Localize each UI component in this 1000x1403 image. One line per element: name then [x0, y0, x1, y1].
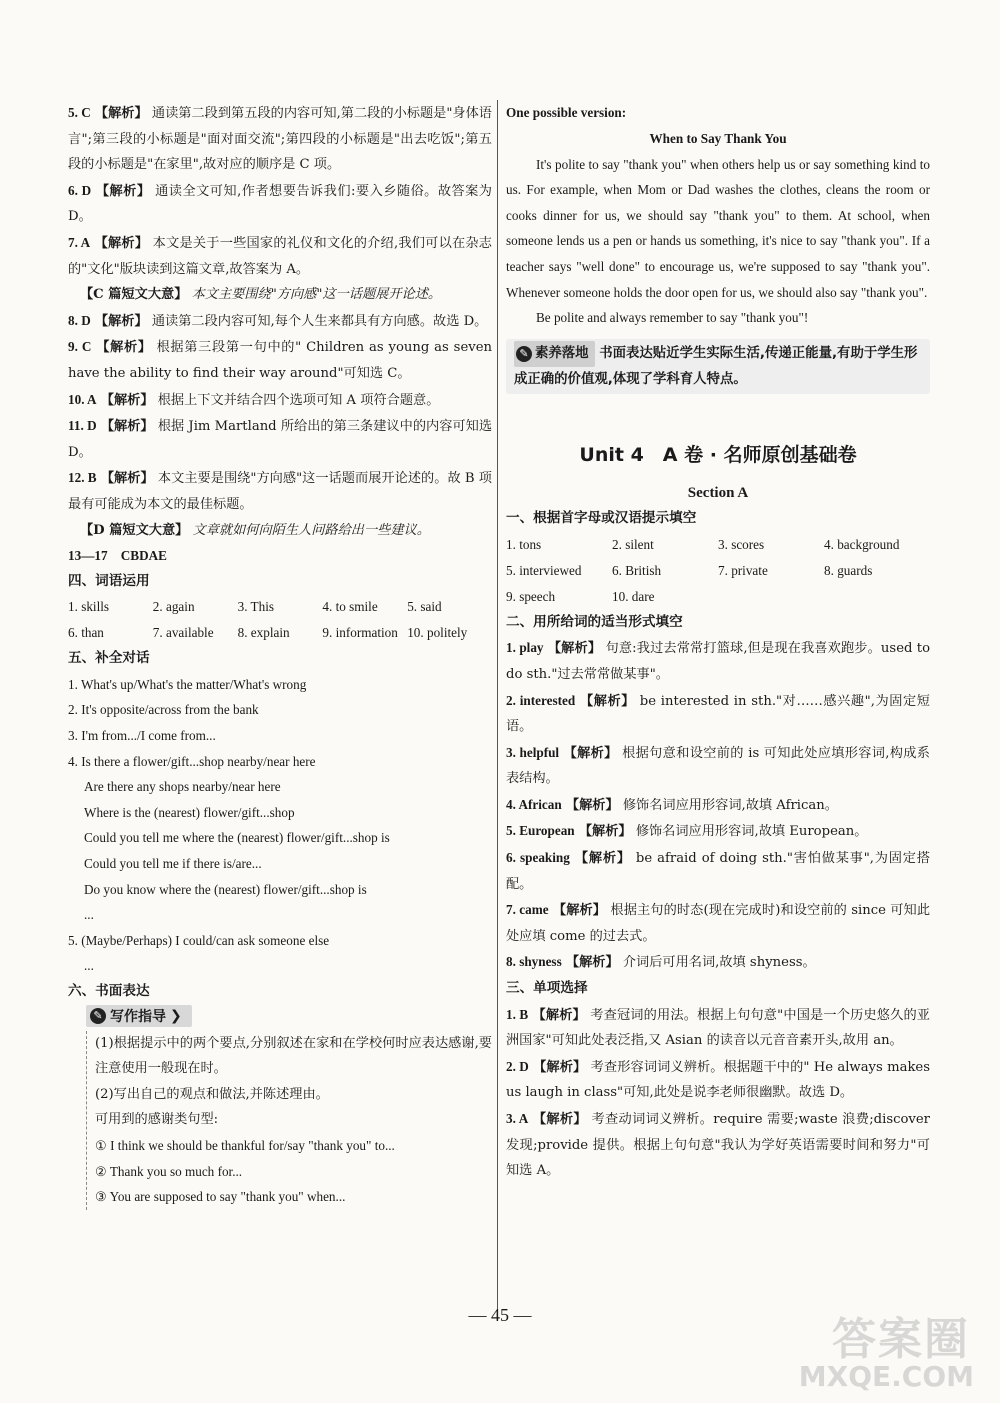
word-form-answer-3: 3. helpful 【解析】 根据句意和设空前的 is 可知此处应填形容词,构成系表结构。: [506, 744, 930, 787]
dialogue-alt: ...: [84, 958, 94, 974]
section-dialogue: 五、补全对话: [68, 650, 150, 667]
fill-answer: 2. silent: [612, 536, 654, 552]
answer-q12: 12. B 【解析】 本文主要是围绕"方向感"这一话题而展开论述的。故 B 项最有可能成为本文的最佳标题。: [68, 470, 492, 512]
writing-guide-title: ✎ 写作指导 ❯: [86, 1005, 192, 1027]
fill-answer: 5. interviewed: [506, 562, 582, 578]
fill-answer: 8. guards: [824, 562, 873, 578]
left-column: [68, 100, 492, 1210]
mc-answer-2: 2. D 【解析】 考查形容词词义辨析。根据题干中的" He always makes us laugh in class"可知,此处是说李老师很幽默。故选 D。: [506, 1058, 931, 1101]
dialogue-answer-4: 4. Is there a flower/gift...shop nearby/near here: [68, 753, 316, 769]
essay-paragraph-1: It's polite to say "thank you" when others help us or say something kind to us. For example, when Mom or Dad washes the clothes, cleans the room or cooks dinner for us, we should say "thank you" to them. At school, when someone lends us a pen or hands us something, it's nice to say "thank you". If a teacher says "well done" to encourage us, we're supposed to say "thank you". Whenever someone holds the door open for us, we should also say "thank you".: [506, 156, 930, 300]
word-form-answer-5: 5. European 【解析】 修饰名词应用形容词,故填 European。: [506, 823, 868, 840]
dialogue-alt: Do you know where the (nearest) flower/gift...shop is: [84, 881, 367, 897]
word-answer: 4. to smile: [322, 599, 378, 615]
section-multiple-choice: 三、单项选择: [506, 980, 588, 997]
essay-paragraph-2: Be polite and always remember to say "thank you"!: [536, 310, 809, 326]
dialogue-answer-5: 5. (Maybe/Perhaps) I could/can ask someone else: [68, 932, 330, 948]
word-answer: 7. available: [152, 625, 214, 641]
essay-title: When to Say Thank You: [649, 130, 787, 146]
answer-q8: 8. D 【解析】 通读第二段内容可知,每个人生来都具有方向感。故选 D。: [68, 312, 488, 329]
lightbulb-icon: ✎: [516, 346, 532, 362]
word-answer: 2. again: [152, 599, 195, 615]
fill-row-3: [506, 584, 930, 610]
mc-answer-3: 3. A 【解析】 考查动词词义辨析。require 需要;waste 浪费;discover 发现;provide 提供。根据上句句意"我认为学好英语需要时间和努力"可知选 A。: [506, 1111, 930, 1179]
guide-point-2: (2)写出自己的观点和做法,并陈述理由。: [95, 1086, 329, 1102]
fill-answer: 4. background: [824, 536, 900, 552]
possible-version-label: One possible version:: [506, 105, 627, 120]
column-divider: [497, 100, 498, 1315]
answer-q9: 9. C 【解析】 根据第三段第一句中的" Children as young as seven have the ability to find their way around"可知选 C。: [68, 339, 492, 381]
page-number: — 45 —: [468, 1305, 532, 1325]
mc-answer-1: 1. B 【解析】 考查冠词的用法。根据上句句意"中国是一个历史悠久的亚洲国家"可知此处表泛指,又 Asian 的读音以元音音素开头,故用 an。: [506, 1006, 930, 1049]
literacy-text: 书面表达贴近学生实际生活,传递正能量,有助于学生形成正确的价值观,体现了学科育人特点。: [514, 345, 918, 387]
word-answer: 6. than: [68, 625, 104, 641]
word-usage-row-1: [68, 594, 492, 620]
dialogue-answer-2: 2. It's opposite/across from the bank: [68, 702, 259, 718]
right-column: [506, 100, 930, 1184]
word-answer: 1. skills: [68, 599, 110, 615]
fill-answer: 9. speech: [506, 588, 556, 604]
lightbulb-icon: ✎: [90, 1008, 106, 1024]
word-form-answer-2: 2. interested 【解析】 be interested in sth."对……感兴趣",为固定短语。: [506, 692, 930, 735]
word-form-answer-8: 8. shyness 【解析】 介词后可用名词,故填 shyness。: [506, 954, 816, 971]
section-word-usage: 四、词语运用: [68, 572, 150, 589]
fill-row-1: [506, 532, 930, 558]
guide-pattern: ② Thank you so much for...: [95, 1163, 243, 1179]
arrow-right-icon: ❯: [170, 1007, 182, 1024]
word-answer: 5. said: [407, 599, 442, 615]
summary-c: 【C 篇短文大意】 本文主要围绕"方向感"这一话题展开论述。: [80, 287, 442, 303]
word-usage-row-2: [68, 620, 492, 646]
section-writing: 六、书面表达: [68, 983, 150, 999]
answer-q5: 5. C 【解析】 通读第二段到第五段的内容可知,第二段的小标题是"身体语言";第三段的小标题是"面对面交流";第四段的小标题是"出去吃饭";第五段的小标题是"在家里",故对应的顺序是 C 项。: [68, 105, 492, 173]
fill-answer: 3. scores: [718, 536, 765, 552]
answer-q13-17: 13—17 CBDAE: [68, 548, 167, 564]
watermark-url: MXQE.COM: [798, 1360, 974, 1393]
answer-q7: 7. A 【解析】 本文是关于一些国家的礼仪和文化的介绍,我们可以在杂志的"文化"版块读到这篇文章,故答案为 A。: [68, 234, 492, 277]
dialogue-alt: Are there any shops nearby/near here: [84, 779, 281, 795]
guide-pattern: ① I think we should be thankful for/say "thank you" to...: [95, 1137, 395, 1153]
fill-answer: 7. private: [718, 562, 768, 578]
dialogue-answer-1: 1. What's up/What's the matter/What's wrong: [68, 676, 307, 692]
answer-q6: 6. D 【解析】 通读全文可知,作者想要告诉我们:要入乡随俗。故答案为 D。: [68, 182, 492, 225]
dialogue-alt: Could you tell me where the (nearest) flower/gift...shop is: [84, 830, 390, 846]
answer-q11: 11. D 【解析】 根据 Jim Martland 所给出的第三条建议中的内容可知选 D。: [68, 418, 493, 460]
word-form-answer-6: 6. speaking 【解析】 be afraid of doing sth."害怕做某事",为固定搭配。: [506, 850, 930, 892]
writing-guide-header: [68, 1005, 492, 1027]
section-word-forms: 二、用所给词的适当形式填空: [506, 613, 683, 630]
word-answer: 3. This: [237, 599, 274, 615]
fill-answer: 6. British: [612, 562, 662, 578]
dialogue-answer-3: 3. I'm from.../I come from...: [68, 728, 216, 744]
guide-pattern: ③ You are supposed to say "thank you" when...: [95, 1189, 346, 1205]
summary-d: 【D 篇短文大意】 文章就如何向陌生人问路给出一些建议。: [80, 522, 430, 538]
word-answer: 9. information: [322, 625, 398, 641]
section-fill-blanks: 一、根据首字母或汉语提示填空: [506, 510, 697, 527]
guide-patterns-label: 可用到的感谢类句型:: [95, 1112, 219, 1128]
fill-answer: 1. tons: [506, 536, 542, 552]
word-answer: 10. politely: [407, 625, 468, 641]
unit-title: Unit 4 A 卷 · 名师原创基础卷: [579, 444, 857, 467]
literacy-note: [506, 339, 930, 394]
fill-row-2: [506, 558, 930, 584]
watermark-logo: [790, 1303, 980, 1393]
fill-answer: 10. dare: [612, 588, 655, 604]
word-form-answer-1: 1. play 【解析】 句意:我过去常常打篮球,但是现在我喜欢跑步。used to do sth."过去常常做某事"。: [506, 640, 931, 682]
dialogue-alt: Could you tell me if there is/are...: [84, 856, 262, 872]
literacy-tag: ✎ 素养落地: [514, 341, 595, 367]
word-form-answer-7: 7. came 【解析】 根据主句的时态(现在完成时)和设空前的 since 可知此处应填 come 的过去式。: [506, 902, 931, 944]
word-answer: 8. explain: [237, 625, 290, 641]
watermark-text: 答案圈: [832, 1314, 970, 1365]
guide-point-1: (1)根据提示中的两个要点,分别叙述在家和在学校何时应表达感谢,要注意使用一般现在时。: [95, 1035, 492, 1077]
word-form-answer-4: 4. African 【解析】 修饰名词应用形容词,故填 African。: [506, 796, 838, 813]
writing-guide: [86, 1031, 492, 1210]
dialogue-alt: Where is the (nearest) flower/gift...shop: [84, 804, 295, 820]
fill-answer: [718, 584, 824, 610]
fill-answer: [824, 584, 930, 610]
section-a-title: Section A: [687, 485, 749, 502]
dialogue-alt: ...: [84, 907, 94, 923]
answer-q10: 10. A 【解析】 根据上下文并结合四个选项可知 A 项符合题意。: [68, 391, 440, 408]
